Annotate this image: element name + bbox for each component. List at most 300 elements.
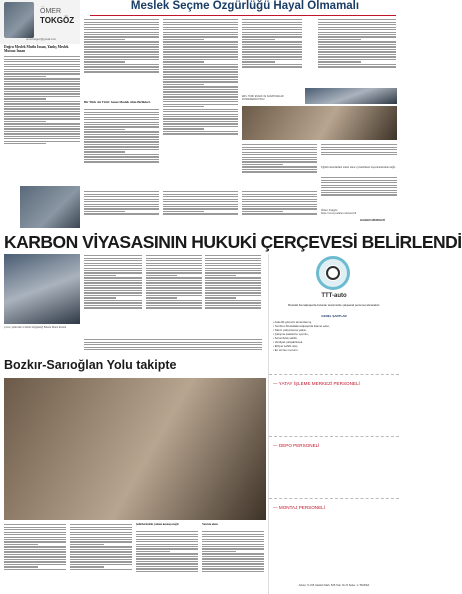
columnist-photo — [4, 2, 34, 38]
text-line — [84, 122, 159, 123]
text-line — [321, 185, 397, 186]
text-line — [163, 123, 238, 124]
text-line — [205, 297, 236, 298]
text-line — [146, 272, 202, 273]
text-line — [4, 93, 80, 94]
text-line — [84, 295, 142, 296]
text-line — [163, 86, 238, 87]
text-line — [146, 263, 202, 264]
text-line — [84, 61, 125, 62]
text-line — [318, 56, 396, 57]
ad-logo-icon — [316, 256, 350, 290]
ad-position-title: — YATAY İŞLEME MERKEZİ PERSONELİ — [273, 381, 360, 386]
text-line — [84, 64, 159, 65]
text-line — [163, 32, 238, 33]
text-line — [163, 76, 238, 77]
text-line — [202, 546, 264, 547]
job-ad — [268, 254, 398, 594]
article-group-photo — [242, 106, 397, 140]
text-line — [4, 64, 80, 65]
text-line — [84, 114, 159, 115]
text-line — [84, 258, 142, 259]
text-line — [146, 285, 202, 286]
second-col-3 — [136, 530, 198, 593]
text-line — [4, 98, 46, 99]
text-line — [4, 101, 80, 102]
text-line — [84, 34, 159, 35]
text-line — [4, 121, 46, 122]
text-line — [146, 280, 202, 281]
text-line — [205, 277, 261, 278]
text-line — [4, 78, 80, 79]
text-line — [70, 546, 132, 547]
banner-portrait — [4, 254, 80, 324]
text-line — [202, 531, 264, 532]
ad-address: Adres: S.O.B Atatürk Mah. 526 Sok. No:5 Soka. 1 / BURSA — [298, 584, 370, 587]
text-line — [242, 39, 275, 40]
article-col-1 — [4, 55, 80, 185]
text-line — [321, 177, 397, 178]
text-line — [242, 152, 317, 153]
text-line — [163, 46, 238, 47]
text-line — [205, 263, 261, 264]
ad-requirements — [273, 320, 395, 352]
text-line — [163, 191, 238, 192]
text-line — [242, 169, 317, 170]
text-line — [202, 541, 264, 542]
text-line — [242, 194, 317, 195]
ad-position-title: — MONTAJ PERSONELİ — [273, 505, 325, 510]
text-line — [163, 29, 238, 30]
text-line — [84, 117, 159, 118]
text-line — [84, 24, 159, 25]
text-line — [242, 147, 317, 148]
text-line — [202, 534, 264, 535]
text-line — [163, 208, 238, 209]
text-line — [163, 49, 238, 50]
text-line — [4, 569, 66, 570]
text-line — [84, 206, 159, 207]
ad-position-title: — DEPO PERSONELİ — [273, 443, 320, 448]
text-line — [163, 199, 238, 200]
text-line — [70, 544, 104, 545]
text-line — [242, 196, 317, 197]
text-line — [136, 571, 198, 572]
text-line — [318, 44, 396, 45]
text-line — [84, 129, 125, 130]
second-col-2 — [70, 523, 132, 593]
text-line — [318, 19, 396, 20]
text-line — [202, 551, 236, 552]
text-line — [202, 536, 264, 537]
text-line — [318, 66, 396, 67]
article-photo-top — [305, 88, 397, 104]
text-line — [242, 144, 317, 145]
article-col-2 — [84, 18, 159, 98]
text-line — [202, 558, 264, 559]
banner-col-3 — [205, 254, 261, 336]
text-line — [163, 106, 204, 107]
text-line — [242, 157, 317, 158]
text-line — [163, 54, 238, 55]
text-line — [84, 275, 116, 276]
text-line — [318, 39, 361, 40]
text-line — [163, 81, 238, 82]
text-line — [84, 141, 159, 142]
text-line — [242, 208, 317, 209]
text-line — [163, 128, 204, 129]
text-line — [4, 141, 80, 142]
text-line — [163, 111, 238, 112]
text-line — [4, 123, 80, 124]
text-line — [70, 539, 132, 540]
text-line — [242, 22, 302, 23]
text-line — [84, 347, 262, 348]
text-line — [84, 268, 142, 269]
text-line — [70, 554, 132, 555]
text-line — [321, 182, 397, 183]
text-line — [146, 265, 202, 266]
text-line — [84, 36, 159, 37]
article-col-5b — [321, 143, 397, 163]
text-line — [163, 94, 238, 95]
text-line — [242, 49, 302, 50]
text-line — [242, 27, 302, 28]
text-line — [84, 149, 159, 150]
text-line — [163, 84, 204, 85]
text-line — [84, 161, 159, 162]
text-line — [4, 128, 80, 129]
text-line — [242, 171, 317, 172]
text-line — [318, 49, 396, 50]
text-line — [4, 96, 80, 97]
text-line — [84, 131, 159, 132]
text-line — [136, 563, 198, 564]
text-line — [70, 541, 132, 542]
text-line — [163, 51, 238, 52]
text-line — [84, 285, 142, 286]
text-line — [4, 133, 80, 134]
text-line — [84, 199, 159, 200]
ad-brand: TTT-auto — [321, 293, 347, 299]
text-line — [242, 211, 283, 212]
text-line — [205, 292, 261, 293]
text-line — [318, 32, 396, 33]
text-line — [205, 258, 261, 259]
text-line — [321, 154, 397, 155]
text-line — [163, 74, 238, 75]
text-line — [84, 208, 159, 209]
ad-requirement-item: • Çalışma saatlerine uyumlu, — [273, 332, 309, 336]
text-line — [318, 51, 396, 52]
text-line — [318, 29, 396, 30]
text-line — [202, 544, 264, 545]
text-line — [242, 51, 302, 52]
text-line — [84, 204, 159, 205]
text-line — [202, 566, 264, 567]
text-line — [84, 287, 142, 288]
text-line — [4, 108, 80, 109]
text-line — [318, 59, 396, 60]
text-line — [163, 56, 238, 57]
text-line — [4, 83, 80, 84]
text-line — [84, 196, 159, 197]
text-line — [70, 537, 132, 538]
text-line — [146, 300, 202, 301]
text-line — [84, 263, 142, 264]
text-line — [163, 126, 238, 127]
text-line — [84, 154, 159, 155]
text-line — [70, 527, 132, 528]
text-line — [163, 71, 238, 72]
text-line — [321, 190, 397, 191]
text-line — [205, 268, 261, 269]
text-line — [84, 119, 159, 120]
text-line — [242, 149, 317, 150]
text-line — [84, 56, 159, 57]
text-line — [4, 527, 66, 528]
text-line — [4, 566, 38, 567]
text-line — [202, 556, 264, 557]
text-line — [242, 24, 302, 25]
article-col-3 — [163, 18, 238, 188]
text-line — [84, 305, 142, 306]
text-line — [4, 551, 66, 552]
text-line — [163, 104, 238, 105]
text-line — [4, 118, 80, 119]
text-line — [84, 29, 159, 30]
text-line — [205, 290, 261, 291]
second-subhead-1: Şehirlerimizin yolunu kesmeyeceğiz — [136, 523, 179, 526]
text-line — [146, 270, 202, 271]
text-line — [163, 41, 238, 42]
text-line — [146, 268, 202, 269]
text-line — [321, 192, 397, 193]
text-line — [163, 34, 238, 35]
text-line — [205, 255, 261, 256]
text-line — [146, 297, 177, 298]
headline-rule — [90, 15, 396, 16]
text-line — [146, 275, 177, 276]
text-line — [84, 22, 159, 23]
text-line — [146, 290, 202, 291]
columnist-email[interactable]: omertokgoz@gmail.com — [25, 37, 57, 41]
ad-req-title: GENEL ŞARTLAR — [321, 314, 347, 318]
text-line — [70, 559, 132, 560]
text-line — [242, 154, 317, 155]
text-line — [321, 187, 397, 188]
text-line — [4, 69, 80, 70]
meeting-photo — [4, 378, 266, 520]
text-line — [321, 194, 397, 195]
text-line — [84, 270, 142, 271]
text-line — [163, 194, 238, 195]
text-line — [205, 282, 261, 283]
text-line — [242, 191, 317, 192]
text-line — [242, 19, 302, 20]
text-line — [84, 213, 159, 214]
text-line — [163, 39, 204, 40]
banner-col-2 — [146, 254, 202, 336]
text-line — [146, 302, 202, 303]
text-line — [4, 541, 66, 542]
text-line — [242, 54, 302, 55]
text-line — [136, 568, 198, 569]
text-line — [242, 56, 302, 57]
text-line — [163, 133, 238, 134]
text-line — [84, 32, 159, 33]
text-line — [136, 548, 198, 549]
text-line — [84, 139, 159, 140]
text-line — [4, 529, 66, 530]
text-line — [321, 149, 397, 150]
text-line — [202, 571, 264, 572]
text-line — [205, 260, 261, 261]
text-line — [84, 201, 159, 202]
text-line — [4, 86, 80, 87]
text-line — [205, 265, 261, 266]
text-line — [163, 61, 204, 62]
col2-subhead: Bir Türk Atı Türü: Sanat Meslek Alım Birlikleri. — [84, 100, 151, 104]
text-line — [4, 66, 80, 67]
text-line — [4, 554, 66, 555]
text-line — [163, 66, 238, 67]
text-line — [242, 159, 317, 160]
text-line — [136, 539, 198, 540]
second-col-1 — [4, 523, 66, 593]
banner-headline: KARBON VİYASASININ HUKUKİ ÇERÇEVESİ BELİRLENDİ — [4, 232, 462, 252]
text-line — [70, 532, 132, 533]
text-line — [205, 302, 261, 303]
signature: Ömer Tokgöz — [321, 208, 338, 212]
text-line — [242, 213, 317, 214]
text-line — [136, 544, 198, 545]
text-line — [84, 146, 159, 147]
text-line — [84, 339, 262, 340]
text-line — [4, 103, 80, 104]
text-line — [70, 551, 132, 552]
text-line — [136, 541, 198, 542]
text-line — [242, 41, 302, 42]
ad-position-row — [269, 374, 399, 436]
text-line — [84, 344, 262, 345]
text-line — [242, 166, 317, 167]
text-line — [205, 295, 261, 296]
text-line — [84, 292, 142, 293]
text-line — [202, 561, 264, 562]
text-line — [84, 280, 142, 281]
text-line — [84, 349, 262, 350]
text-line — [318, 34, 396, 35]
text-line — [318, 24, 396, 25]
text-line — [146, 277, 202, 278]
text-line — [84, 126, 159, 127]
text-line — [4, 544, 38, 545]
text-line — [4, 143, 46, 144]
text-line — [146, 258, 202, 259]
text-line — [84, 39, 125, 40]
text-line — [84, 144, 159, 145]
text-line — [4, 88, 80, 89]
signature-link[interactable]: https://www.youtube.com/user/ö9 — [321, 212, 357, 215]
text-line — [84, 282, 142, 283]
text-line — [202, 539, 264, 540]
text-line — [242, 199, 317, 200]
text-line — [242, 34, 302, 35]
text-line — [242, 61, 275, 62]
text-line — [84, 49, 159, 50]
text-line — [136, 546, 198, 547]
ad-requirement-item: • Vardiyalı çalışabilecek, — [273, 340, 303, 344]
text-line — [84, 71, 159, 72]
text-line — [136, 558, 198, 559]
text-line — [4, 113, 80, 114]
text-line — [205, 300, 261, 301]
text-line — [84, 124, 159, 125]
text-line — [84, 51, 159, 52]
text-line — [318, 36, 396, 37]
text-line — [163, 44, 238, 45]
text-line — [136, 551, 170, 552]
text-line — [4, 81, 80, 82]
text-line — [70, 566, 104, 567]
text-line — [84, 277, 142, 278]
text-line — [163, 109, 238, 110]
text-line — [70, 534, 132, 535]
article-headline: Meslek Seçme Özgürlüğü Hayal Olmamalı — [130, 0, 360, 12]
text-line — [163, 91, 238, 92]
side-note: Eğitim sistemimizi temel amacı yönetimleri başarılandırmak değil. — [321, 166, 396, 169]
text-line — [146, 292, 202, 293]
text-line — [163, 196, 238, 197]
text-line — [318, 61, 361, 62]
columnist-name-first: ÖMER — [40, 8, 61, 15]
text-line — [84, 109, 159, 110]
ad-requirement-item: • Askerlik görevini tamamlamış, — [273, 320, 312, 324]
text-line — [84, 297, 116, 298]
text-line — [84, 307, 142, 308]
text-line — [84, 300, 142, 301]
text-line — [163, 116, 238, 117]
text-line — [242, 46, 302, 47]
text-line — [242, 204, 317, 205]
text-line — [70, 529, 132, 530]
text-line — [136, 534, 198, 535]
text-line — [4, 549, 66, 550]
text-line — [4, 136, 80, 137]
banner-col-1 — [84, 254, 142, 336]
ad-position-row — [269, 498, 399, 560]
text-line — [242, 66, 302, 67]
text-line — [242, 29, 302, 30]
text-line — [136, 566, 198, 567]
text-line — [163, 201, 238, 202]
text-line — [136, 561, 198, 562]
text-line — [146, 305, 202, 306]
text-line — [4, 71, 80, 72]
text-line — [242, 206, 317, 207]
ad-requirement-item: • Ehliyet sahibi olan, — [273, 344, 299, 348]
text-line — [318, 27, 396, 28]
text-line — [84, 159, 159, 160]
text-line — [84, 136, 159, 137]
banner-col-4 — [84, 338, 262, 356]
text-line — [70, 561, 132, 562]
text-line — [163, 27, 238, 28]
text-line — [321, 180, 397, 181]
text-line — [4, 61, 80, 62]
text-line — [4, 561, 66, 562]
